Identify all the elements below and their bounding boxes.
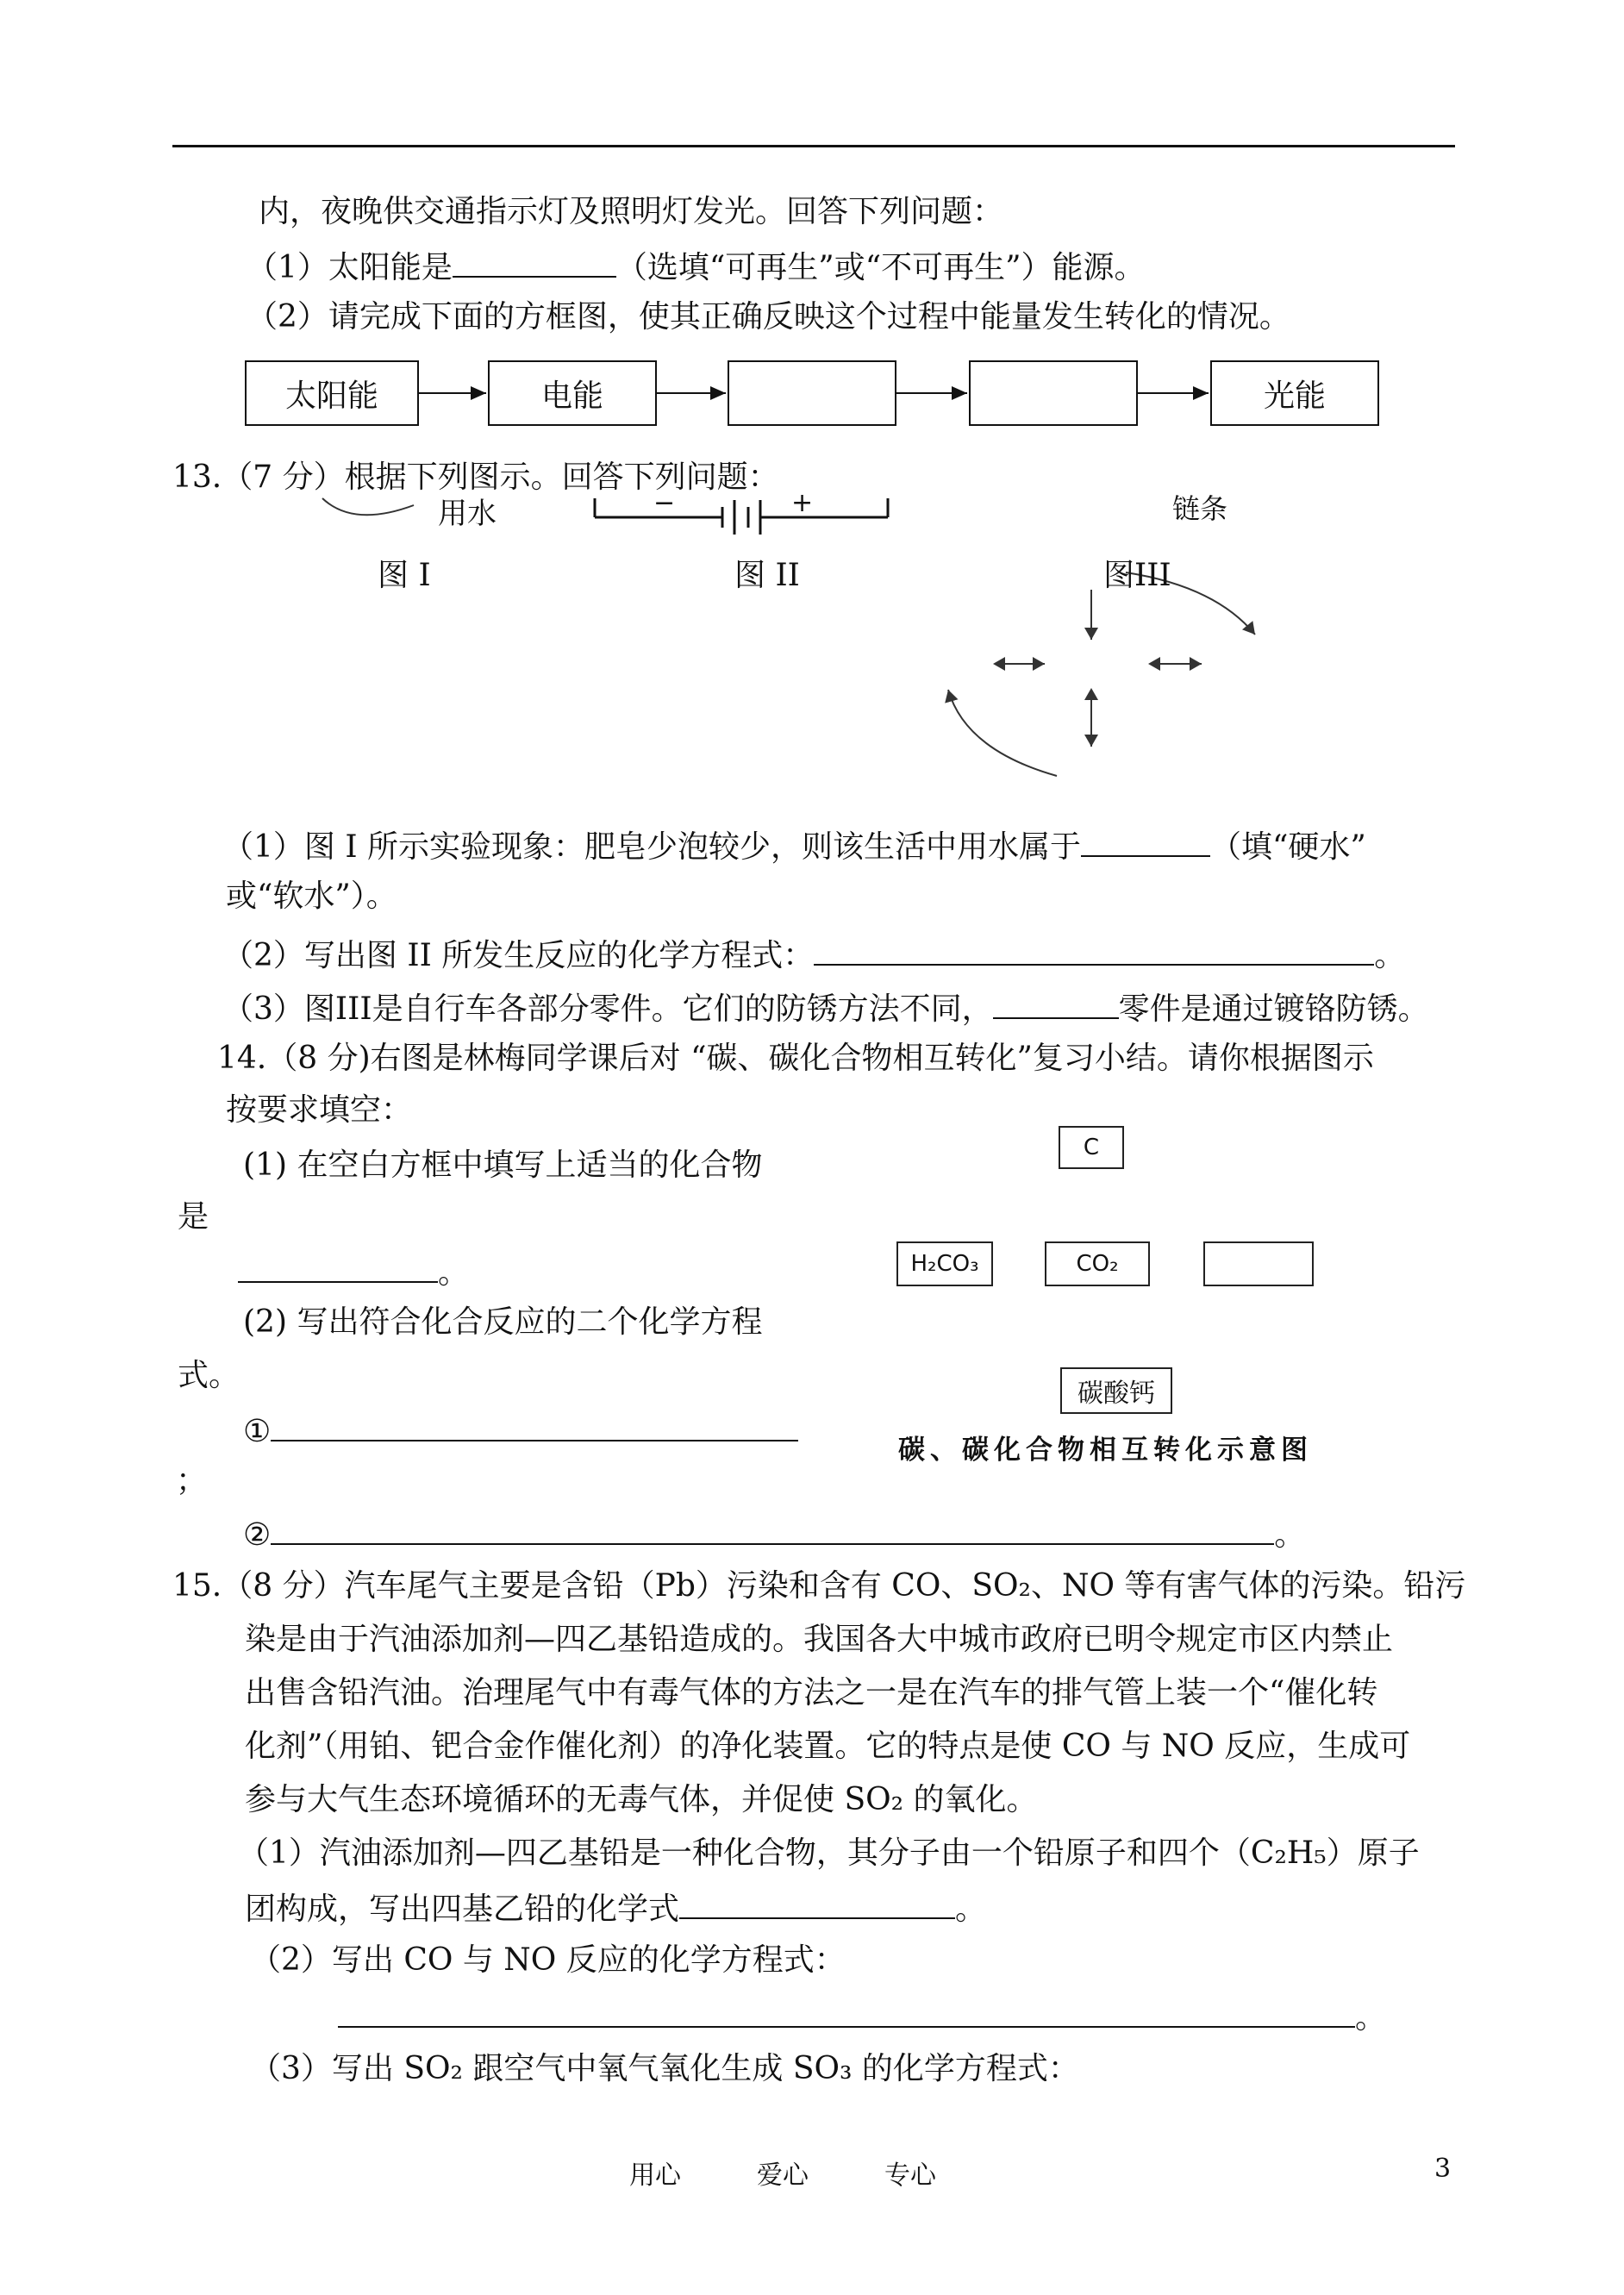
fig1-label: 图 I [378, 558, 431, 593]
caco3-to-h2co3-curve [948, 690, 1057, 776]
q15-sub-1: （1）汽油添加剂—四乙基铅是一种化合物，其分子由一个铅原子和四个（C₂H₅）原子 [238, 1835, 1420, 1871]
answer-blank[interactable] [1081, 826, 1210, 857]
q13-title: 13.（7 分）根据下列图示。回答下列问题： [172, 460, 779, 495]
diagram-caption: 碳、碳化合物相互转化示意图 [898, 1435, 1313, 1466]
node-empty[interactable] [1203, 1241, 1314, 1286]
q14-sub-2-cont: 式。 [178, 1358, 240, 1393]
question-1: （1）太阳能是 （选填“可再生”或“不可再生”）能源。 [247, 247, 1146, 287]
q14-eq-1-end: ； [176, 1463, 208, 1498]
question-2: （2）请完成下面的方框图，使其正确反映这个过程中能量发生转化的情况。 [247, 299, 1290, 335]
footer-a: 用心 [629, 2161, 681, 2191]
energy-box-electric: 电能 [488, 360, 657, 426]
answer-blank[interactable] [238, 1252, 438, 1283]
q14-sub-1-answer: 。 [238, 1252, 469, 1292]
q14-sub-2: (2) 写出符合化合反应的二个化学方程 [243, 1304, 763, 1340]
q14-title-cont: 按要求填空： [226, 1092, 413, 1128]
fig3-text: 链条 [1172, 492, 1228, 525]
q15-sub-3: （3）写出 SO₂ 跟空气中氧气氧化生成 SO₃ 的化学方程式： [250, 2051, 1079, 2086]
energy-box-light: 光能 [1210, 360, 1379, 426]
fig3-label: 图III [1103, 558, 1171, 593]
answer-blank[interactable] [271, 1514, 1274, 1545]
q15-sub-1-cont: 团构成，写出四基乙铅的化学式 。 [245, 1888, 986, 1929]
node-caco3: 碳酸钙 [1060, 1367, 1172, 1414]
q15-para-4: 化剂”（用铂、钯合金作催化剂）的净化装置。它的特点是使 CO 与 NO 反应，生成可 [245, 1729, 1411, 1764]
q15-para-2: 染是由于汽油添加剂—四乙基铅造成的。我国各大中城市政府已明令规定市区内禁止 [245, 1622, 1394, 1657]
q15-sub-2-answer: 。 [338, 1997, 1386, 2037]
node-h2co3: H₂CO₃ [896, 1241, 993, 1286]
battery-plus: + [791, 488, 814, 518]
battery-minus: − [653, 488, 676, 518]
page-number: 3 [1434, 2154, 1452, 2184]
q14-sub-1-cont: 是 [178, 1199, 209, 1235]
q14-sub-1: (1) 在空白方框中填写上适当的化合物 [243, 1148, 763, 1183]
intro-line: 内，夜晚供交通指示灯及照明灯发光。回答下列问题： [259, 194, 1004, 229]
footer-b: 爱心 [757, 2161, 809, 2191]
fig2-label: 图 II [734, 558, 800, 593]
q14-eq-2: ② 。 [243, 1514, 1305, 1554]
footer-c: 专心 [884, 2161, 936, 2191]
q13-sub-3: （3）图III是自行车各部分零件。它们的防锈方法不同， 零件是通过镀铬防锈。 [222, 988, 1429, 1029]
q14-eq-1: ① [243, 1410, 798, 1451]
q13-sub-2: （2）写出图 II 所发生反应的化学方程式： 。 [222, 935, 1405, 975]
answer-blank[interactable] [338, 1997, 1355, 2028]
answer-blank[interactable] [993, 988, 1119, 1019]
q15-sub-2: （2）写出 CO 与 NO 反应的化学方程式： [250, 1942, 846, 1978]
fig1-text: 用水 [438, 497, 497, 531]
q13-sub-1-cont: 或“软水”）。 [226, 879, 397, 914]
q13-sub-1: （1）图 I 所示实验现象：肥皂少泡较少，则该生活中用水属于 （填“硬水” [222, 826, 1366, 866]
battery-circuit [595, 498, 888, 535]
answer-blank[interactable] [679, 1888, 955, 1919]
node-c: C [1059, 1126, 1124, 1169]
answer-blank[interactable] [814, 935, 1374, 966]
q15-para-1: 15.（8 分）汽车尾气主要是含铅（Pb）污染和含有 CO、SO₂、NO 等有害气体的污染。铅污 [172, 1568, 1466, 1604]
q14-title: 14.（8 分)右图是林梅同学课后对 “碳、碳化合物相互转化”复习小结。请你根据图示 [217, 1041, 1374, 1076]
energy-box-solar: 太阳能 [245, 360, 419, 426]
q15-para-5: 参与大气生态环境循环的无毒气体，并促使 SO₂ 的氧化。 [245, 1782, 1038, 1817]
answer-blank[interactable] [271, 1410, 798, 1441]
fig1-curve [322, 498, 414, 515]
q15-para-3: 出售含铅汽油。治理尾气中有毒气体的方法之一是在汽车的排气管上装一个“催化转 [245, 1675, 1378, 1710]
node-co2: CO₂ [1045, 1241, 1150, 1286]
